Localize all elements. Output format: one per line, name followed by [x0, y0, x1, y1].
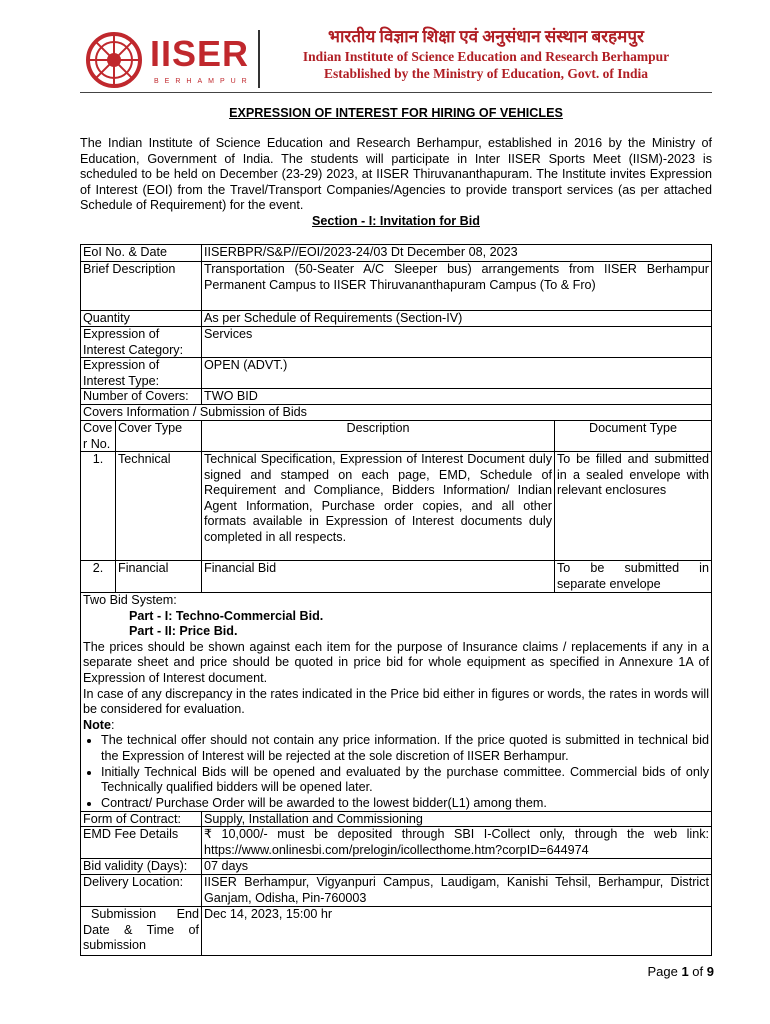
hindi-name: भारतीय विज्ञान शिक्षा एवं अनुसंधान संस्थान बरहमपुर: [328, 27, 644, 46]
note-item: • The technical offer should not contain any price information. If the price quoted is submitted in technical bid the Expression of Interest will be rejected at the sole discretion of IISER Berhampur.: [101, 733, 709, 764]
part-1: Part - I: Techno-Commercial Bid.: [129, 608, 324, 623]
cover-1-doc: To be filled and submitted in a sealed envelope with relevant enclosures: [554, 451, 712, 561]
established-line: Established by the Ministry of Education, Govt. of India: [323, 66, 649, 81]
delivery-value: IISER Berhampur, Vigyanpuri Campus, Laudigam, Kanishi Tehsil, Berhampur, District Ganjam, Odisha, Pin-760003: [201, 874, 712, 907]
prices-paragraph: The prices should be shown against each item for the purpose of Insurance claims / replacements if any in a separate sheet and price should be quoted in price bid for whole equipment as specified in Annexure 1A of Expression of Interest document.: [83, 639, 709, 685]
note-item: • Initially Technical Bids will be opened and evaluated by the purchase committee. Commercial bids of only Technically qualified bidders will be opened later.: [101, 765, 709, 796]
logo-subtitle: BERHAMPUR: [154, 78, 253, 85]
logo-wordmark: IISER: [150, 33, 250, 74]
page-number: [647, 964, 714, 980]
validity-label: Bid validity (Days):: [80, 858, 202, 875]
cover-1-type: Technical: [115, 451, 202, 561]
english-name: Indian Institute of Science Education and Research Berhampur: [302, 49, 670, 64]
iiser-logo: [82, 30, 252, 90]
eoi-label: EoI No. & Date: [80, 244, 202, 262]
cover-2-doc: To be submitted in separate envelope: [554, 560, 712, 593]
cover-desc-header: Description: [201, 420, 555, 452]
covers-label: Number of Covers:: [80, 388, 202, 405]
cover-1-desc: Technical Specification, Expression of Interest Document duly signed and stamped on each page, EMD, Schedule of Requirement and Compliance, Bidders Information/ Indian Agent Information, Purchase order copies, and all other formats available in Expression of Interest documents duly completed in all respects.: [201, 451, 555, 561]
emd-value: ₹ 10,000/- must be deposited through SBI I-Collect only, through the web link:: [204, 827, 709, 841]
submission-label: Submission End Date & Time of submission: [80, 906, 202, 956]
header-divider: [258, 30, 260, 88]
brief-value: Transportation (50-Seater A/C Sleeper bus) arrangements from IISER Berhampur Permanent Campus to IISER Thiruvananthapuram Campus (To & Fro): [201, 261, 712, 311]
emd-label: EMD Fee Details: [80, 826, 202, 859]
cover-type-header: Cover Type: [115, 420, 202, 452]
category-value: Services: [201, 326, 712, 358]
cover-2-type: Financial: [115, 560, 202, 593]
quantity-value: As per Schedule of Requirements (Section-IV): [201, 310, 712, 327]
delivery-label: Delivery Location:: [80, 874, 202, 907]
intro-paragraph: The Indian Institute of Science Education and Research Berhampur, established in 2016 by the Ministry of Education, Government of India. The students will participate in Inter IISER Sports Meet (IISM)-2023 is scheduled to be held on December (23-29) 2023, at IISER Thiruvananthapuram. The Institute invites Expression of Interest (EOI) from the Travel/Transport Companies/Agencies to provide transport services (as per attached Schedule of Requirement) for the event.: [80, 136, 712, 213]
brief-label: Brief Description: [80, 261, 202, 311]
type-label: Expression of Interest Type:: [80, 357, 202, 389]
eoi-value: IISERBPR/S&P//EOI/2023-24/03 Dt December 08, 2023: [201, 244, 712, 262]
current-page: 1: [681, 964, 689, 979]
contract-value: Supply, Installation and Commissioning: [201, 811, 712, 827]
cover-no-header: Cover No.: [80, 420, 116, 452]
covers-value: TWO BID: [201, 388, 712, 405]
contract-label: Form of Contract:: [80, 811, 202, 827]
total-pages: 9: [706, 964, 714, 979]
header-rule: [80, 92, 712, 93]
emd-link[interactable]: https://www.onlinesbi.com/prelogin/icollecthome.htm?corpID=644974: [204, 842, 589, 857]
emd-value-cell: [201, 826, 712, 859]
two-bid-block: [80, 592, 712, 812]
type-value: OPEN (ADVT.): [201, 357, 712, 389]
cover-2-desc: Financial Bid: [201, 560, 555, 593]
cover-2-no: 2.: [80, 560, 116, 593]
page-word: Page: [647, 964, 678, 979]
covers-info: Covers Information / Submission of Bids: [80, 404, 712, 421]
note-label: Note: [83, 717, 111, 732]
note-line: Note:: [83, 717, 115, 732]
validity-value: 07 days: [201, 858, 712, 875]
notes-list: [83, 733, 709, 811]
cover-1-no: 1.: [80, 451, 116, 561]
submission-value: Dec 14, 2023, 15:00 hr: [201, 906, 712, 956]
cover-doc-header: Document Type: [554, 420, 712, 452]
section-title: Section - I: Invitation for Bid: [312, 214, 480, 228]
category-label: Expression of Interest Category:: [80, 326, 202, 358]
quantity-label: Quantity: [80, 310, 202, 327]
two-bid-heading: Two Bid System:: [83, 593, 177, 607]
letterhead: [82, 26, 722, 92]
of-word: of: [692, 964, 704, 979]
document-title: EXPRESSION OF INTEREST FOR HIRING OF VEHICLES: [229, 106, 563, 120]
discrepancy-paragraph: In case of any discrepancy in the rates indicated in the Price bid either in figures or words, the rates in words will be considered for evaluation.: [83, 686, 709, 717]
logo-wheel-icon: [82, 30, 146, 90]
note-item: • Contract/ Purchase Order will be awarded to the lowest bidder(L1) among them.: [101, 796, 709, 812]
part-2: Part - II: Price Bid.: [129, 624, 238, 639]
institute-name-block: [266, 26, 706, 82]
